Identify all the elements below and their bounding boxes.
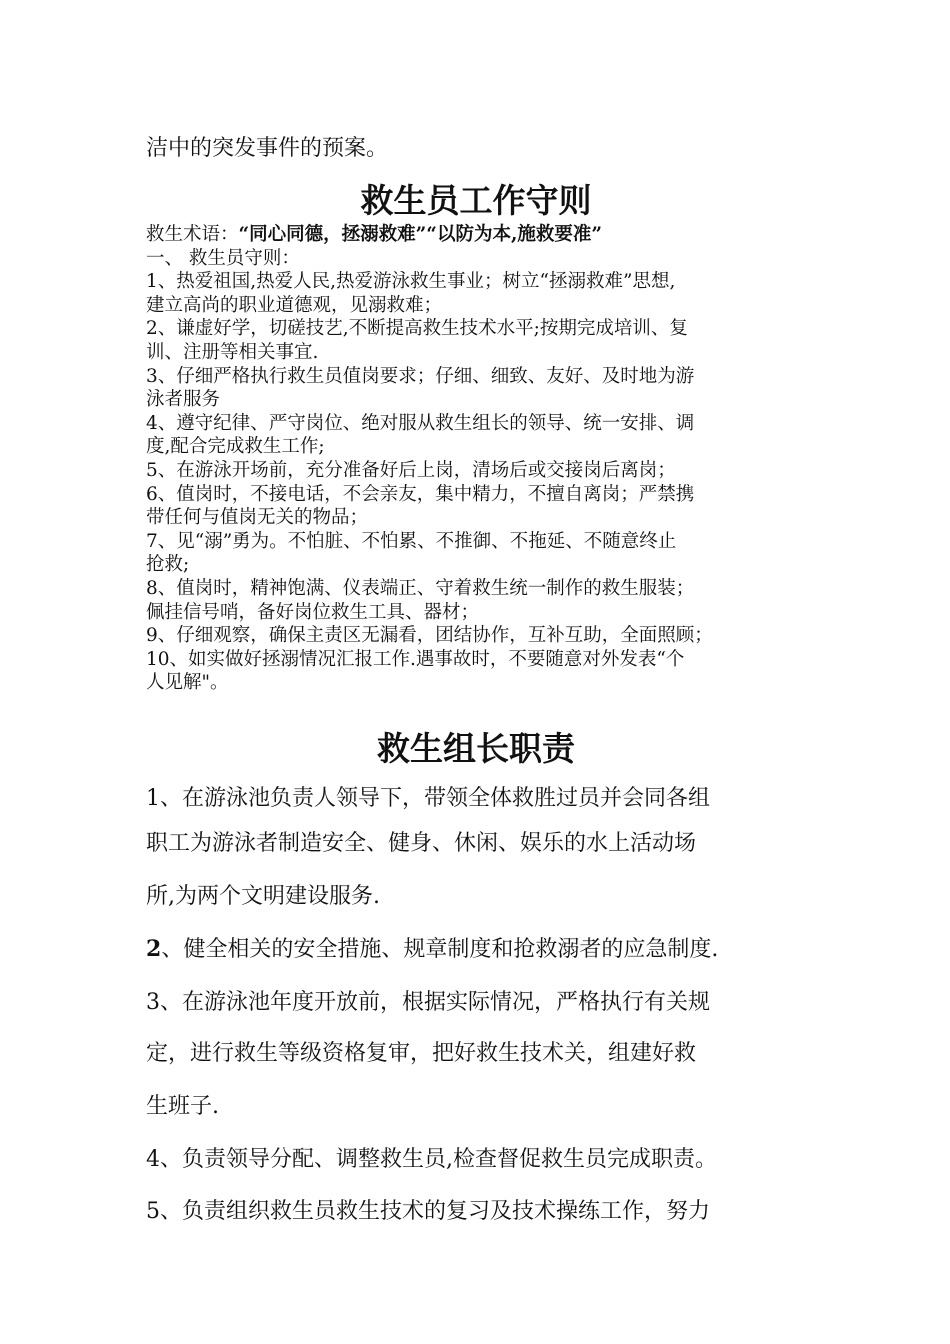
rule-line: 泳者服务 xyxy=(146,389,221,411)
rule-line: 6、值岗时，不接电话，不会亲友，集中精力，不擅自离岗；严禁携 xyxy=(146,483,695,505)
rules-subhead: 一、 救生员守则： xyxy=(146,247,300,269)
duty-item-5: 5、负责组织救生员救生技术的复习及技术操练工作，努力 xyxy=(146,1199,710,1224)
continuation-text: 洁中的突发事件的预案。 xyxy=(146,136,389,161)
rule-line: 10、如实做好拯溺情况汇报工作.遇事故时，不要随意对外发表“个 xyxy=(146,648,685,670)
duty-item-2-text: 、健全相关的安全措施、规章制度和抢救溺者的应急制度. xyxy=(161,937,719,962)
section-title-lifeguard-rules: 救生员工作守则 xyxy=(360,181,592,220)
rule-line: 7、见“溺”勇为。不怕脏、不怕累、不推御、不拖延、不随意终止 xyxy=(146,530,677,552)
rule-line: 带任何与值岗无关的物品； xyxy=(146,507,369,529)
rule-line: 5、在游泳开场前，充分准备好后上岗，清场后或交接岗后离岗； xyxy=(146,459,676,481)
motto-text: “同心同德，拯溺救难”“以防为本,施救要准” xyxy=(238,224,603,245)
rule-line: 抢救; xyxy=(146,554,190,576)
rule-line: 2、谦虚好学，切磋技艺,不断提高救生技术水平;按期完成培训、复 xyxy=(146,318,688,340)
section-title-team-leader-duties: 救生组长职责 xyxy=(377,729,575,768)
rule-line: 建立高尚的职业道德观，见溺救难； xyxy=(146,294,443,316)
duty-item-2 xyxy=(146,933,718,965)
rule-line: 训、注册等相关事宜. xyxy=(146,341,319,363)
rule-line: 1、热爱祖国,热爱人民,热爱游泳救生事业；树立“拯溺救难”思想, xyxy=(146,271,676,293)
rule-line: 4、遵守纪律、严守岗位、绝对服从救生组长的领导、统一安排、调 xyxy=(146,412,695,434)
duty-item-2-number: 2 xyxy=(146,936,162,962)
duty-line: 所,为两个文明建设服务. xyxy=(146,884,380,909)
motto-line xyxy=(146,223,816,247)
duty-line: 1、在游泳池负责人领导下，带领全体救胜过员并会同各组 xyxy=(146,786,710,811)
rule-line: 8、值岗时，精神饱满、仪表端正、守着救生统一制作的救生服装； xyxy=(146,577,695,599)
rule-line: 度,配合完成救生工作; xyxy=(146,436,325,458)
duty-line: 定，进行救生等级资格复审，把好救生技术关，组建好救 xyxy=(146,1041,697,1066)
duty-item-4: 4、负责领导分配、调整救生员,检查督促救生员完成职责。 xyxy=(146,1147,717,1172)
lifeguard-rules-body xyxy=(146,223,816,695)
rule-line: 9、仔细观察，确保主责区无漏看，团结协作，互补互助，全面照顾； xyxy=(146,625,713,647)
duty-line: 3、在游泳池年度开放前，根据实际情况，严格执行有关规 xyxy=(146,990,710,1015)
motto-label: 救生术语： xyxy=(146,224,239,245)
rule-line: 3、仔细严格执行救生员值岗要求；仔细、细致、友好、及时地为游 xyxy=(146,365,695,387)
duty-line: 生班子. xyxy=(146,1094,219,1119)
duty-line: 职工为游泳者制造安全、健身、休闲、娱乐的水上活动场 xyxy=(146,831,697,856)
rule-line: 人见解"。 xyxy=(146,672,229,694)
rule-line: 佩挂信号哨，备好岗位救生工具、器材； xyxy=(146,601,480,623)
